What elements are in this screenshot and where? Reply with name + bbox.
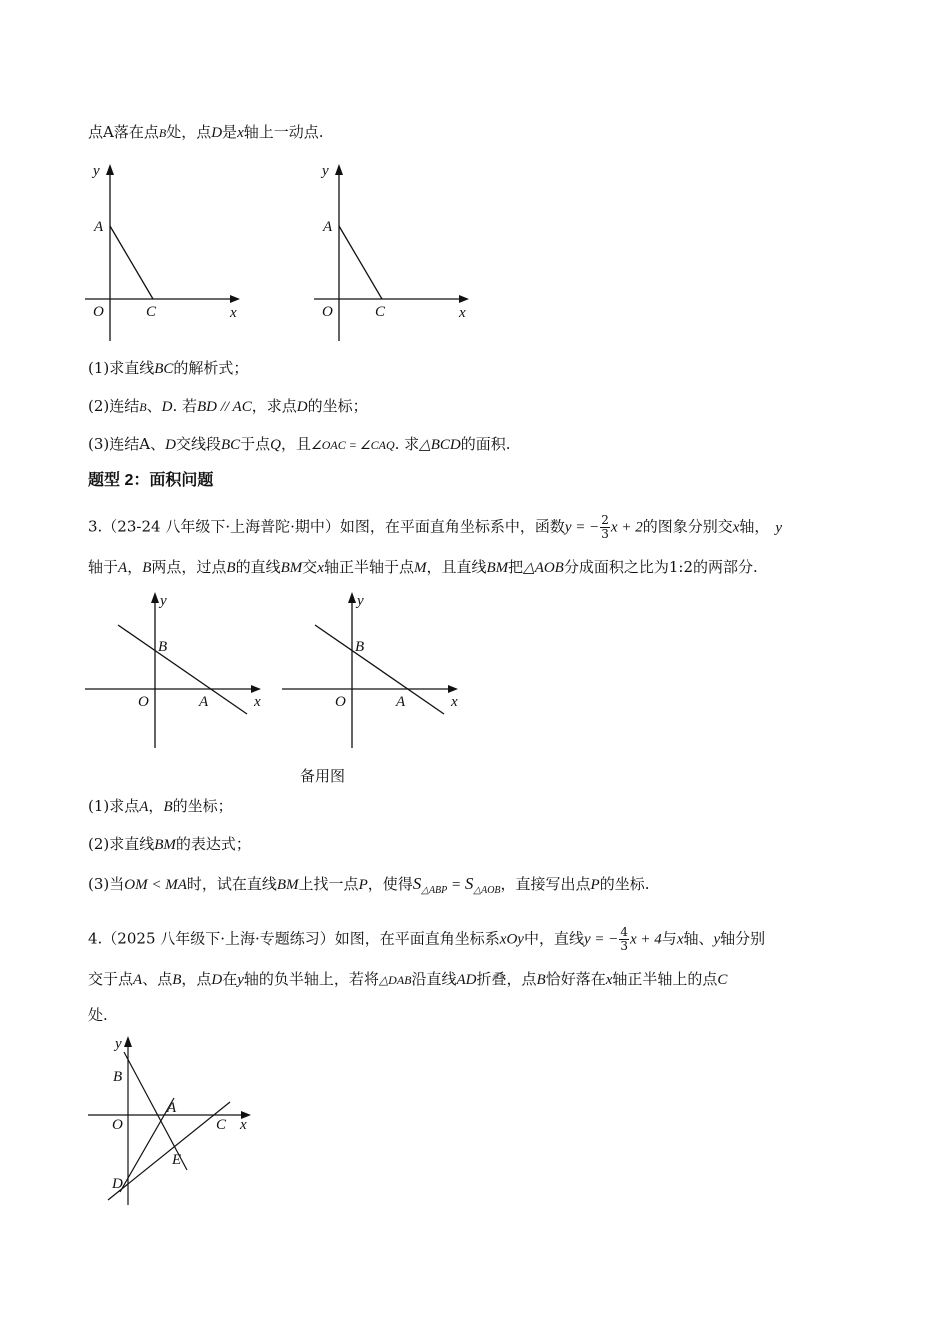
x-arrow-icon [230, 295, 240, 303]
intro-line: 点A落在点B处，点D是x轴上一动点. [88, 123, 324, 141]
q2-part1: (1)求直线BC的解析式； [88, 359, 249, 377]
y-arrow-icon [335, 164, 343, 175]
segment-AC [110, 226, 153, 299]
segment-AC [339, 226, 382, 299]
label-y: y [357, 593, 364, 609]
label-y: y [93, 163, 100, 179]
line-DC [108, 1102, 230, 1200]
y-arrow-icon [348, 592, 356, 603]
q4-line2: 交于点A、点B，点D在y轴的负半轴上，若将△DAB沿直线AD折叠，点B恰好落在x轴正半轴上的点C [88, 970, 728, 988]
label-O: O [93, 304, 104, 320]
x-arrow-icon [459, 295, 469, 303]
label-y: y [160, 593, 167, 609]
y-arrow-icon [106, 164, 114, 175]
q3-line1: 3.（23-24 八年级下·上海普陀·期中）如图，在平面直角坐标系中，函数y = − $\frac{2}{3}$ x + 2的图象分别交x轴， y [88, 513, 783, 541]
q3-line2: 轴于A，B两点，过点B的直线BM交x轴正半轴于点M，且直线BM把△AOB分成面积之比为1:2的两部分. [88, 558, 758, 576]
label-B: B [158, 639, 168, 655]
label-x: x [459, 305, 466, 321]
label-x: x [451, 694, 458, 710]
figure-q3-right [277, 588, 467, 753]
label-A: A [396, 694, 406, 710]
label-C: C [216, 1117, 227, 1133]
label-O: O [112, 1117, 123, 1133]
label-A: A [323, 219, 333, 235]
figure-q4 [80, 1030, 265, 1215]
x-arrow-icon [251, 685, 261, 693]
label-A: A [199, 694, 209, 710]
x-arrow-icon [448, 685, 458, 693]
q3-part1: (1)求点A，B的坐标； [88, 797, 233, 815]
y-arrow-icon [124, 1036, 132, 1047]
label-B: B [113, 1069, 123, 1085]
label-x: x [230, 305, 237, 321]
q4-line3: 处. [88, 1006, 108, 1024]
figure-q2-right [309, 158, 479, 348]
label-D: D [112, 1176, 123, 1192]
q2-part2: (2)连结B、D. 若BD // AC，求点D的坐标； [88, 397, 368, 415]
fraction: $\frac{2}{3}$ [601, 513, 609, 541]
label-y: y [115, 1036, 122, 1052]
label-C: C [146, 304, 157, 320]
label-B: B [355, 639, 365, 655]
label-O: O [138, 694, 149, 710]
label-A: A [94, 219, 104, 235]
y-arrow-icon [151, 592, 159, 603]
label-A: A [167, 1100, 177, 1116]
q3-part2: (2)求直线BM的表达式； [88, 835, 251, 853]
section-heading: 题型 2：面积问题 [88, 472, 214, 489]
label-E: E [172, 1152, 182, 1168]
figure-q2-left [80, 158, 250, 348]
label-C: C [375, 304, 386, 320]
figure-q3-left [80, 588, 270, 753]
figure-caption: 备用图 [300, 767, 346, 785]
label-O: O [322, 304, 333, 320]
label-x: x [254, 694, 261, 710]
q4-line1: 4.（2025 八年级下·上海·专题练习）如图，在平面直角坐标系xOy中，直线y = − $\frac{4}{3}$ x + 4与x轴、y轴分别 [88, 925, 766, 953]
label-y: y [322, 163, 329, 179]
q2-part3: (3)连结A、D交线段BC于点Q，且∠OAC = ∠CAQ. 求△BCD的面积. [88, 435, 511, 453]
q3-part3: (3)当OM < MA时，试在直线BM上找一点P，使得$S_{\triangle ABP} = S_{\triangle AOB}$，直接写出点P的坐标. [88, 874, 650, 896]
label-x: x [240, 1117, 247, 1133]
label-O: O [335, 694, 346, 710]
fraction: $\frac{4}{3}$ [620, 925, 629, 953]
